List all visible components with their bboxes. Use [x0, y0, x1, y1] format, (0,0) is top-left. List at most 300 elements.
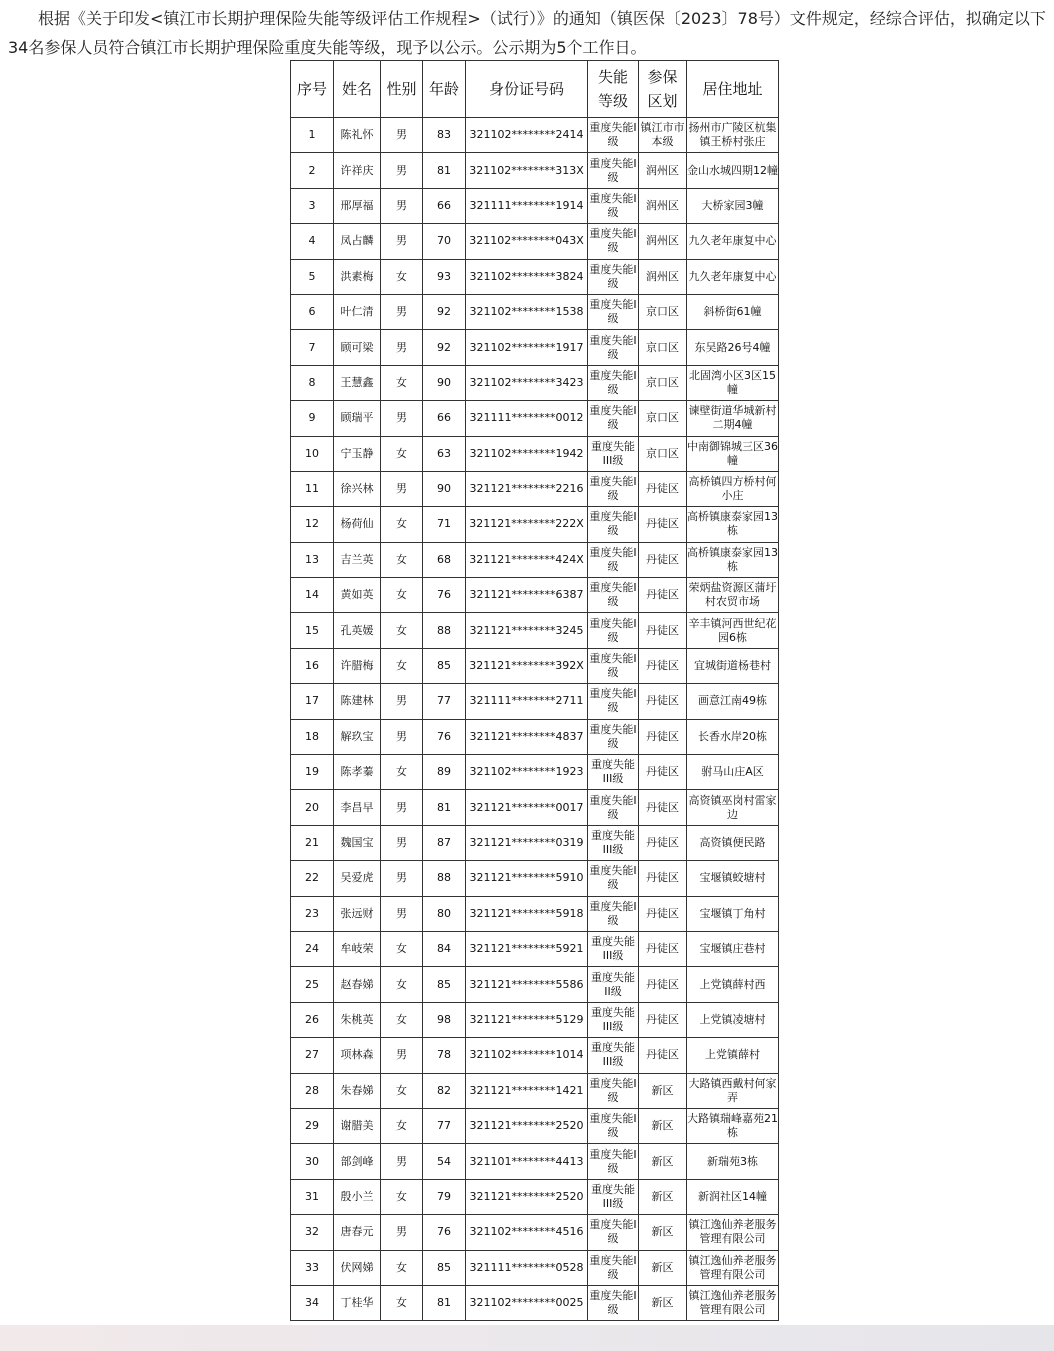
cell-name: 项林森: [334, 1038, 381, 1073]
cell-id: 321111********1914: [466, 188, 588, 223]
table-row: [291, 1002, 779, 1037]
header-grade: [588, 61, 639, 118]
cell-grade: 重度失能III级: [588, 755, 639, 790]
cell-no: 15: [291, 613, 334, 648]
cell-sex: 女: [381, 648, 423, 683]
cell-addr: 高桥镇康泰家园13栋: [687, 542, 779, 577]
cell-age: 77: [423, 684, 466, 719]
cell-name: 许腊梅: [334, 648, 381, 683]
bottom-strip: [0, 1325, 1054, 1351]
cell-age: 85: [423, 648, 466, 683]
cell-sex: 男: [381, 684, 423, 719]
cell-addr: 镇江逸仙养老服务管理有限公司: [687, 1215, 779, 1250]
cell-sex: 女: [381, 1285, 423, 1320]
cell-age: 98: [423, 1002, 466, 1037]
cell-grade: 重度失能I级: [588, 401, 639, 436]
cell-no: 4: [291, 224, 334, 259]
cell-region: 润州区: [639, 224, 687, 259]
cell-region: 丹徒区: [639, 967, 687, 1002]
cell-id: 321102********1014: [466, 1038, 588, 1073]
table-row: [291, 1285, 779, 1320]
cell-name: 赵春娣: [334, 967, 381, 1002]
cell-grade: 重度失能I级: [588, 542, 639, 577]
table-row: [291, 648, 779, 683]
header-region-line1: 参保: [647, 68, 678, 86]
cell-grade: 重度失能I级: [588, 365, 639, 400]
cell-name: 吉兰英: [334, 542, 381, 577]
cell-age: 79: [423, 1179, 466, 1214]
cell-grade: 重度失能I级: [588, 471, 639, 506]
cell-id: 321102********3824: [466, 259, 588, 294]
table-row: [291, 861, 779, 896]
cell-addr: 上党镇薛村: [687, 1038, 779, 1073]
cell-no: 31: [291, 1179, 334, 1214]
header-grade-line1: 失能: [597, 68, 628, 86]
cell-addr: 宝堰镇蛟塘村: [687, 861, 779, 896]
cell-sex: 女: [381, 507, 423, 542]
cell-region: 新区: [639, 1250, 687, 1285]
cell-region: 润州区: [639, 153, 687, 188]
cell-no: 18: [291, 719, 334, 754]
cell-age: 88: [423, 861, 466, 896]
cell-grade: 重度失能I级: [588, 613, 639, 648]
header-age: 年龄: [423, 61, 466, 118]
cell-grade: 重度失能I级: [588, 188, 639, 223]
cell-sex: 男: [381, 153, 423, 188]
cell-name: 宁玉静: [334, 436, 381, 471]
cell-id: 321111********0528: [466, 1250, 588, 1285]
cell-id: 321101********4413: [466, 1144, 588, 1179]
cell-age: 90: [423, 365, 466, 400]
table-row: [291, 967, 779, 1002]
cell-addr: 荣炳盐资源区蒲圩村农贸市场: [687, 578, 779, 613]
cell-id: 321121********424X: [466, 542, 588, 577]
cell-grade: 重度失能I级: [588, 1108, 639, 1143]
cell-age: 68: [423, 542, 466, 577]
cell-no: 3: [291, 188, 334, 223]
cell-region: 京口区: [639, 436, 687, 471]
cell-id: 321111********2711: [466, 684, 588, 719]
cell-grade: 重度失能I级: [588, 648, 639, 683]
cell-name: 王慧鑫: [334, 365, 381, 400]
cell-addr: 九久老年康复中心: [687, 224, 779, 259]
table-row: [291, 825, 779, 860]
table-row: [291, 365, 779, 400]
table-header-row: [291, 61, 779, 118]
cell-sex: 女: [381, 931, 423, 966]
cell-id: 321121********3245: [466, 613, 588, 648]
cell-region: 京口区: [639, 365, 687, 400]
cell-addr: 九久老年康复中心: [687, 259, 779, 294]
cell-sex: 女: [381, 542, 423, 577]
cell-sex: 男: [381, 1144, 423, 1179]
cell-id: 321111********0012: [466, 401, 588, 436]
cell-no: 6: [291, 294, 334, 329]
cell-region: 丹徒区: [639, 1002, 687, 1037]
cell-name: 顾瑞平: [334, 401, 381, 436]
cell-sex: 男: [381, 1038, 423, 1073]
cell-name: 唐春元: [334, 1215, 381, 1250]
cell-region: 丹徒区: [639, 790, 687, 825]
cell-name: 顾可梁: [334, 330, 381, 365]
cell-sex: 女: [381, 1250, 423, 1285]
cell-id: 321121********5921: [466, 931, 588, 966]
cell-age: 92: [423, 330, 466, 365]
cell-age: 76: [423, 578, 466, 613]
cell-sex: 男: [381, 471, 423, 506]
notice-intro: 根据《关于印发<镇江市长期护理保险失能等级评估工作规程>（试行）》的通知（镇医保〔2023〕78号）文件规定，经综合评估，拟确定以下34名参保人员符合镇江市长期护理保险重度失能等级，现予以公示。公示期为5个工作日。: [8, 9, 1046, 57]
cell-age: 80: [423, 896, 466, 931]
cell-id: 321121********222X: [466, 507, 588, 542]
cell-id: 321121********6387: [466, 578, 588, 613]
cell-no: 2: [291, 153, 334, 188]
cell-no: 29: [291, 1108, 334, 1143]
cell-addr: 宝堰镇丁角村: [687, 896, 779, 931]
cell-no: 21: [291, 825, 334, 860]
table-row: [291, 542, 779, 577]
table-row: [291, 1215, 779, 1250]
cell-grade: 重度失能I级: [588, 507, 639, 542]
cell-name: 张远财: [334, 896, 381, 931]
cell-region: 新区: [639, 1285, 687, 1320]
cell-region: 新区: [639, 1215, 687, 1250]
header-no: 序号: [291, 61, 334, 118]
cell-region: 丹徒区: [639, 896, 687, 931]
cell-id: 321121********2520: [466, 1108, 588, 1143]
cell-no: 25: [291, 967, 334, 1002]
cell-addr: 新瑞苑3栋: [687, 1144, 779, 1179]
cell-region: 丹徒区: [639, 613, 687, 648]
cell-name: 杨荷仙: [334, 507, 381, 542]
cell-region: 新区: [639, 1073, 687, 1108]
cell-grade: 重度失能I级: [588, 330, 639, 365]
cell-grade: 重度失能I级: [588, 790, 639, 825]
cell-no: 10: [291, 436, 334, 471]
cell-addr: 高资镇便民路: [687, 825, 779, 860]
cell-id: 321121********2216: [466, 471, 588, 506]
cell-region: 丹徒区: [639, 684, 687, 719]
cell-addr: 高桥镇四方桥村何小庄: [687, 471, 779, 506]
cell-no: 14: [291, 578, 334, 613]
cell-region: 新区: [639, 1179, 687, 1214]
cell-region: 新区: [639, 1108, 687, 1143]
cell-id: 321121********0017: [466, 790, 588, 825]
cell-grade: 重度失能I级: [588, 1073, 639, 1108]
cell-id: 321121********5586: [466, 967, 588, 1002]
cell-name: 殷小兰: [334, 1179, 381, 1214]
cell-id: 321121********5129: [466, 1002, 588, 1037]
cell-region: 新区: [639, 1144, 687, 1179]
cell-sex: 女: [381, 613, 423, 648]
cell-addr: 扬州市广陵区杭集镇王桥村张庄: [687, 118, 779, 153]
table-row: [291, 330, 779, 365]
cell-age: 81: [423, 153, 466, 188]
cell-sex: 男: [381, 118, 423, 153]
cell-grade: 重度失能I级: [588, 861, 639, 896]
cell-addr: 北固湾小区3区15幢: [687, 365, 779, 400]
cell-age: 88: [423, 613, 466, 648]
cell-age: 85: [423, 1250, 466, 1285]
cell-age: 85: [423, 967, 466, 1002]
cell-age: 90: [423, 471, 466, 506]
cell-addr: 驸马山庄A区: [687, 755, 779, 790]
cell-grade: 重度失能I级: [588, 896, 639, 931]
cell-no: 8: [291, 365, 334, 400]
cell-age: 81: [423, 1285, 466, 1320]
cell-no: 9: [291, 401, 334, 436]
cell-sex: 男: [381, 896, 423, 931]
cell-name: 朱春娣: [334, 1073, 381, 1108]
cell-id: 321121********5918: [466, 896, 588, 931]
cell-addr: 谏壁街道华城新村二期4幢: [687, 401, 779, 436]
table-row: [291, 684, 779, 719]
cell-addr: 中南御锦城三区36幢: [687, 436, 779, 471]
table-row: [291, 188, 779, 223]
cell-addr: 新润社区14幢: [687, 1179, 779, 1214]
cell-addr: 镇江逸仙养老服务管理有限公司: [687, 1250, 779, 1285]
cell-id: 321102********3423: [466, 365, 588, 400]
cell-no: 13: [291, 542, 334, 577]
cell-addr: 金山水城四期12幢: [687, 153, 779, 188]
cell-age: 84: [423, 931, 466, 966]
cell-region: 丹徒区: [639, 542, 687, 577]
header-name: 姓名: [334, 61, 381, 118]
cell-addr: 大路镇瑞峰嘉苑21栋: [687, 1108, 779, 1143]
cell-name: 凤占麟: [334, 224, 381, 259]
cell-age: 66: [423, 188, 466, 223]
cell-region: 丹徒区: [639, 578, 687, 613]
header-id: 身份证号码: [466, 61, 588, 118]
table-row: [291, 613, 779, 648]
header-sex: 性别: [381, 61, 423, 118]
cell-id: 321102********0025: [466, 1285, 588, 1320]
cell-region: 丹徒区: [639, 755, 687, 790]
cell-addr: 上党镇凌塘村: [687, 1002, 779, 1037]
cell-sex: 男: [381, 861, 423, 896]
cell-age: 54: [423, 1144, 466, 1179]
cell-no: 34: [291, 1285, 334, 1320]
cell-grade: 重度失能I级: [588, 1144, 639, 1179]
cell-addr: 大路镇西戴村何家弄: [687, 1073, 779, 1108]
cell-id: 321121********392X: [466, 648, 588, 683]
cell-no: 17: [291, 684, 334, 719]
cell-sex: 男: [381, 825, 423, 860]
cell-age: 76: [423, 719, 466, 754]
cell-no: 19: [291, 755, 334, 790]
cell-sex: 男: [381, 188, 423, 223]
cell-grade: 重度失能I级: [588, 684, 639, 719]
cell-no: 11: [291, 471, 334, 506]
cell-name: 陈孝蓁: [334, 755, 381, 790]
table-row: [291, 507, 779, 542]
cell-id: 321102********043X: [466, 224, 588, 259]
cell-sex: 女: [381, 436, 423, 471]
cell-region: 丹徒区: [639, 507, 687, 542]
cell-id: 321102********1942: [466, 436, 588, 471]
cell-sex: 女: [381, 259, 423, 294]
cell-grade: 重度失能I级: [588, 578, 639, 613]
cell-no: 33: [291, 1250, 334, 1285]
cell-sex: 女: [381, 578, 423, 613]
cell-grade: 重度失能III级: [588, 931, 639, 966]
cell-name: 洪素梅: [334, 259, 381, 294]
cell-age: 82: [423, 1073, 466, 1108]
table-row: [291, 790, 779, 825]
cell-addr: 长香水岸20栋: [687, 719, 779, 754]
cell-addr: 辛丰镇河西世纪花园6栋: [687, 613, 779, 648]
cell-sex: 男: [381, 330, 423, 365]
cell-no: 27: [291, 1038, 334, 1073]
cell-name: 孔英媛: [334, 613, 381, 648]
cell-sex: 男: [381, 790, 423, 825]
header-addr: 居住地址: [687, 61, 779, 118]
cell-age: 89: [423, 755, 466, 790]
cell-age: 70: [423, 224, 466, 259]
cell-no: 1: [291, 118, 334, 153]
table-row: [291, 294, 779, 329]
cell-region: 丹徒区: [639, 825, 687, 860]
table-row: [291, 1144, 779, 1179]
cell-name: 许祥庆: [334, 153, 381, 188]
cell-sex: 男: [381, 401, 423, 436]
table-row: [291, 1073, 779, 1108]
cell-age: 76: [423, 1215, 466, 1250]
table-body: [291, 118, 779, 1321]
cell-id: 321102********1538: [466, 294, 588, 329]
cell-region: 丹徒区: [639, 1038, 687, 1073]
cell-id: 321121********5910: [466, 861, 588, 896]
cell-name: 黄如英: [334, 578, 381, 613]
header-grade-line2: 等级: [597, 92, 628, 110]
table-row: [291, 896, 779, 931]
cell-name: 解玖宝: [334, 719, 381, 754]
cell-id: 321102********2414: [466, 118, 588, 153]
cell-name: 朱桃英: [334, 1002, 381, 1037]
cell-sex: 男: [381, 1215, 423, 1250]
cell-grade: 重度失能II级: [588, 967, 639, 1002]
cell-no: 28: [291, 1073, 334, 1108]
cell-grade: 重度失能I级: [588, 153, 639, 188]
cell-sex: 女: [381, 755, 423, 790]
cell-addr: 上党镇薛村西: [687, 967, 779, 1002]
cell-region: 丹徒区: [639, 861, 687, 896]
cell-grade: 重度失能I级: [588, 118, 639, 153]
cell-addr: 高桥镇康泰家园13栋: [687, 507, 779, 542]
cell-region: 京口区: [639, 330, 687, 365]
cell-grade: 重度失能III级: [588, 825, 639, 860]
cell-age: 77: [423, 1108, 466, 1143]
table-row: [291, 1108, 779, 1143]
table-row: [291, 153, 779, 188]
cell-age: 66: [423, 401, 466, 436]
cell-grade: 重度失能I级: [588, 259, 639, 294]
cell-name: 谢腊美: [334, 1108, 381, 1143]
table-row: [291, 118, 779, 153]
cell-no: 24: [291, 931, 334, 966]
cell-grade: 重度失能I级: [588, 294, 639, 329]
cell-region: 润州区: [639, 188, 687, 223]
cell-no: 30: [291, 1144, 334, 1179]
cell-no: 20: [291, 790, 334, 825]
cell-name: 陈建林: [334, 684, 381, 719]
cell-id: 321102********313X: [466, 153, 588, 188]
cell-region: 丹徒区: [639, 719, 687, 754]
cell-age: 87: [423, 825, 466, 860]
cell-grade: 重度失能I级: [588, 1215, 639, 1250]
cell-no: 26: [291, 1002, 334, 1037]
cell-sex: 女: [381, 967, 423, 1002]
cell-grade: 重度失能I级: [588, 1250, 639, 1285]
cell-name: 叶仁清: [334, 294, 381, 329]
cell-age: 81: [423, 790, 466, 825]
cell-region: 丹徒区: [639, 648, 687, 683]
cell-no: 16: [291, 648, 334, 683]
cell-sex: 男: [381, 294, 423, 329]
table-row: [291, 436, 779, 471]
cell-name: 邢厚福: [334, 188, 381, 223]
cell-name: 部剑峰: [334, 1144, 381, 1179]
cell-id: 321102********1923: [466, 755, 588, 790]
cell-name: 丁桂华: [334, 1285, 381, 1320]
cell-sex: 女: [381, 1108, 423, 1143]
cell-name: 吴爱虎: [334, 861, 381, 896]
table-row: [291, 1250, 779, 1285]
cell-no: 22: [291, 861, 334, 896]
cell-no: 32: [291, 1215, 334, 1250]
cell-id: 321121********2520: [466, 1179, 588, 1214]
cell-sex: 女: [381, 1073, 423, 1108]
cell-age: 71: [423, 507, 466, 542]
table-row: [291, 1179, 779, 1214]
cell-id: 321102********4516: [466, 1215, 588, 1250]
cell-age: 63: [423, 436, 466, 471]
cell-region: 京口区: [639, 294, 687, 329]
cell-region: 丹徒区: [639, 931, 687, 966]
cell-sex: 男: [381, 719, 423, 754]
table-row: [291, 719, 779, 754]
cell-grade: 重度失能III级: [588, 1002, 639, 1037]
cell-name: 陈礼怀: [334, 118, 381, 153]
table-row: [291, 578, 779, 613]
cell-addr: 东吴路26号4幢: [687, 330, 779, 365]
cell-sex: 女: [381, 365, 423, 400]
cell-id: 321121********0319: [466, 825, 588, 860]
cell-grade: 重度失能I级: [588, 719, 639, 754]
cell-age: 92: [423, 294, 466, 329]
cell-grade: 重度失能I级: [588, 1285, 639, 1320]
cell-age: 83: [423, 118, 466, 153]
cell-no: 12: [291, 507, 334, 542]
cell-addr: 宝堰镇庄巷村: [687, 931, 779, 966]
cell-region: 京口区: [639, 401, 687, 436]
cell-age: 78: [423, 1038, 466, 1073]
cell-addr: 大桥家园3幢: [687, 188, 779, 223]
cell-name: 徐兴林: [334, 471, 381, 506]
cell-region: 润州区: [639, 259, 687, 294]
cell-addr: 镇江逸仙养老服务管理有限公司: [687, 1285, 779, 1320]
cell-name: 魏国宝: [334, 825, 381, 860]
table-row: [291, 471, 779, 506]
table-row: [291, 755, 779, 790]
cell-grade: 重度失能I级: [588, 224, 639, 259]
cell-addr: 宜城街道杨巷村: [687, 648, 779, 683]
cell-name: 伏网娣: [334, 1250, 381, 1285]
cell-addr: 斜桥街61幢: [687, 294, 779, 329]
table-row: [291, 1038, 779, 1073]
cell-no: 7: [291, 330, 334, 365]
cell-id: 321102********1917: [466, 330, 588, 365]
cell-sex: 女: [381, 1002, 423, 1037]
